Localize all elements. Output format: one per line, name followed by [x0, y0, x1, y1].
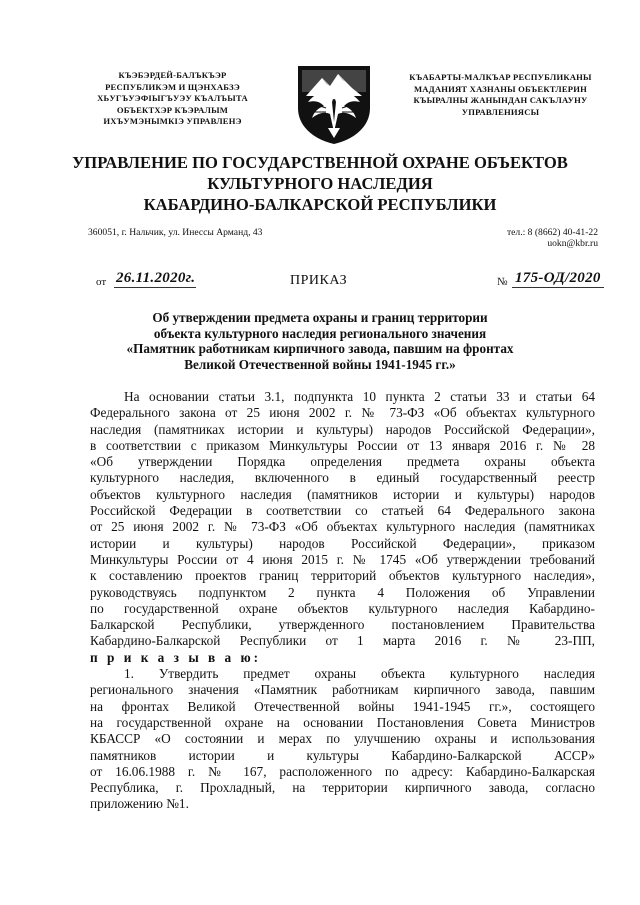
date-value: 26.11.2020г. — [116, 270, 196, 286]
text-line: объектов культурного наследия (памятников истории и культуры) народов — [90, 486, 595, 502]
subject-line: «Памятник работникам кирпичного завода, павшим на фронтах — [126, 341, 514, 357]
number-underline — [512, 287, 604, 288]
text-line: Минкультуры России от 4 июня 2015 г. № 1745 «Об утверждении требований — [90, 551, 595, 567]
text-line: На основании статьи 3.1, подпункта 10 пункта 2 статьи 33 и статьи 64 — [124, 389, 595, 404]
text-line: Федерального закона от 25 июня 2002 г. № 73-ФЗ «Об объектах культурного — [90, 405, 595, 421]
order-title: ПРИКАЗ — [290, 273, 348, 288]
organization-line: УПРАВЛЕНИЕ ПО ГОСУДАРСТВЕННОЙ ОХРАНЕ ОБЪЕКТОВ — [72, 153, 568, 172]
text-line: Балкарской Республики, утвержденного постановлением Правительства — [90, 617, 595, 633]
text-line: регионального значения «Памятник работникам кирпичного завода, павшим — [90, 682, 595, 698]
organization-line: КАБАРДИНО-БАЛКАРСКОЙ РЕСПУБЛИКИ — [143, 195, 497, 214]
text-line: истории и культуры) народов Российской Федерации», приказом — [90, 535, 595, 551]
header-right-line: УПРАВЛЕНИЯСЫ — [461, 106, 540, 117]
date-underline — [114, 287, 196, 288]
subject-line: объекта культурного наследия регионального значения — [153, 325, 487, 341]
prikazyvayu-word: п р и к а з ы в а ю: — [90, 649, 262, 665]
organization-title — [40, 152, 600, 215]
text-line: на фронтах Великой Отечественной войны 1941-1945 гг.», состоящего — [90, 698, 595, 714]
subject-line: Об утверждении предмета охраны и границ территории — [152, 310, 488, 325]
header-right-line: КЪЫРАЛНЫ ЖАНЫНДАН САКЪЛАУНУ — [413, 95, 588, 105]
organization-line: КУЛЬТУРНОГО НАСЛЕДИЯ — [207, 174, 433, 193]
item-1-paragraph — [90, 666, 595, 813]
number-value: 175-ОД/2020 — [515, 270, 601, 286]
header-left-line: ХЬУГЪУЭФIЫГЪУЭУ КЪАЛЪЫТА — [97, 93, 248, 103]
text-line: к составлению проектов границ территорий объектов культурного наследия», — [90, 568, 595, 584]
text-line: на государственной охране на основании Постановления Совета Министров — [90, 714, 595, 730]
text-line: памятников истории и культуры Кабардино-Балкарской АССР» — [90, 747, 595, 763]
order-subject — [40, 310, 600, 372]
text-line: по государственной охране объектов культурного наследия Кабардино- — [90, 600, 595, 616]
text-line: «Об утверждении Порядка определения предмета охраны объекта — [90, 454, 595, 470]
phone: тел.: 8 (8662) 40-41-22 — [506, 227, 598, 238]
text-line: Российской Федерации в соответствии со статьей 64 Федерального закона — [90, 503, 595, 519]
header-left-line: ОБЪЕКТХЭР КЪЭРАЛЫМ — [116, 104, 229, 115]
text-line: Республика, г. Прохладный, на территории кирпичного завода, согласно — [90, 780, 595, 796]
header-left-block — [70, 70, 275, 128]
text-line: от 25 июня 2002 г. № 73-ФЗ «Об объектах культурного наследия (памятниках — [90, 519, 595, 535]
text-line: приложению №1. — [90, 796, 189, 812]
order-header-line — [0, 270, 640, 292]
number-label: № — [497, 276, 508, 288]
date-label: от — [96, 276, 107, 288]
email: uokn@kbr.ru — [547, 238, 598, 249]
header-left-line: ИХЪУМЭНЫМКIЭ УПРАВЛЕНЭ — [103, 116, 242, 126]
text-line: Кабардино-Балкарской Республики от 1 марта 2016 г. № 23-ПП, — [90, 633, 595, 649]
subject-line: Великой Отечественной войны 1941-1945 гг.» — [184, 356, 456, 372]
header-right-block — [388, 72, 613, 118]
header-left-line: КЪЭБЭРДЕЙ-БАЛЪКЪЭР — [118, 70, 227, 80]
text-line: от 16.06.1988 г. № 167, расположенного по адресу: Кабардино-Балкарская — [90, 763, 595, 779]
header-right-line: КЪАБАРТЫ-МАЛКЪАР РЕСПУБЛИКАНЫ — [409, 72, 592, 82]
header-left-line: РЕСПУБЛИКЭМ И ЩЭНХАБЗЭ — [105, 81, 240, 92]
text-line: культурного наследия, включенного в единый государственный реестр — [90, 470, 595, 486]
text-line: руководствуясь подпунктом 2 пункта 4 Положения об Управлении — [90, 584, 595, 600]
header-right-line: МАДАНИЯТ ХАЗНАНЫ ОБЪЕКТЛЕРИН — [413, 83, 588, 94]
text-line: КБАССР «О состоянии и мерах по улучшению охраны и использования — [90, 731, 595, 747]
order-body — [90, 389, 595, 813]
text-line: 1. Утвердить предмет охраны объекта культурного наследия — [124, 666, 595, 682]
address: 360051, г. Нальчик, ул. Инессы Арманд, 43 — [88, 227, 263, 238]
text-line: в соответствии с приказом Минкультуры России от 13 января 2016 г. № 28 — [90, 437, 595, 453]
text-line: наследия (памятниках истории и культуры) народов Российской Федерации», — [90, 421, 595, 437]
contacts-block — [472, 227, 598, 249]
preamble-paragraph — [90, 389, 595, 650]
coat-of-arms-icon — [292, 62, 376, 146]
